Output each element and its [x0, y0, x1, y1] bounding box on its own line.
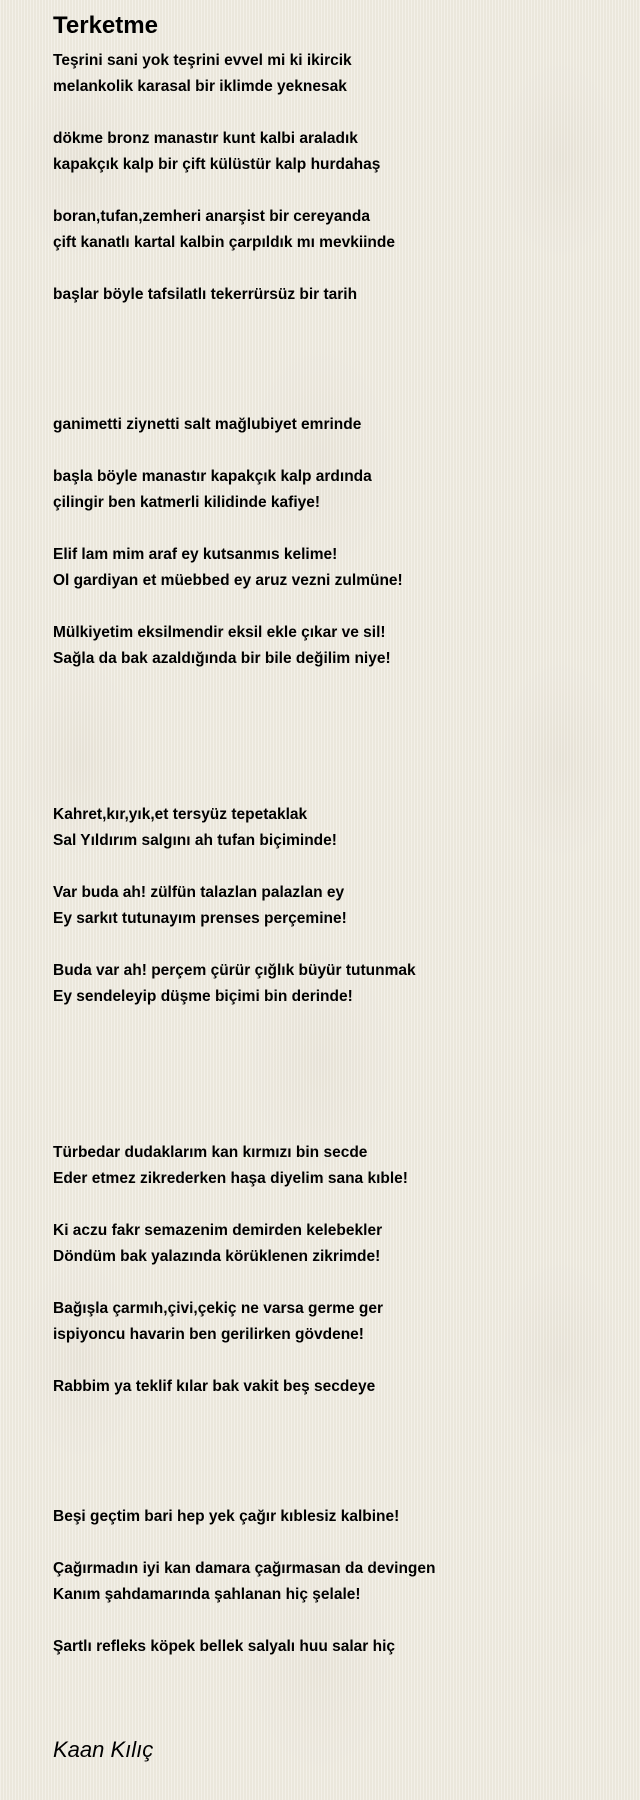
stanza-break	[53, 178, 613, 204]
stanza-break	[53, 854, 613, 880]
poem-line: Ki aczu fakr semazenim demirden kelebekler	[53, 1222, 383, 1239]
poem-line: Bağışla çarmıh,çivi,çekiç ne varsa germe ger	[53, 1300, 383, 1317]
stanza-break	[53, 1010, 613, 1036]
poem-container	[53, 10, 613, 1660]
stanza-break	[53, 100, 613, 126]
poem-line: Ol gardiyan et müebbed ey aruz vezni zulmüne!	[53, 572, 403, 589]
stanza-break	[53, 1608, 613, 1634]
stanza-break	[53, 776, 613, 802]
stanza-break	[53, 516, 613, 542]
poem-line: Ey sarkıt tutunayım prenses perçemine!	[53, 910, 347, 927]
poem-body	[53, 48, 613, 1660]
poem-line: Ey sendeleyip düşme biçimi bin derinde!	[53, 988, 353, 1005]
stanza-break	[53, 932, 613, 958]
poem-line: ganimetti ziynetti salt mağlubiyet emrinde	[53, 416, 362, 433]
poem-line: Kanım şahdamarında şahlanan hiç şelale!	[53, 1586, 361, 1603]
stanza-break	[53, 1062, 613, 1088]
poem-line: ispiyoncu havarin ben gerilirken gövdene!	[53, 1326, 364, 1343]
poem-line: Mülkiyetim eksilmendir eksil ekle çıkar ve sil!	[53, 624, 386, 641]
poem-line: Döndüm bak yalazında körüklenen zikrimde!	[53, 1248, 381, 1265]
poem-line: Şartlı refleks köpek bellek salyalı huu salar hiç	[53, 1638, 396, 1655]
stanza-break	[53, 698, 613, 724]
stanza-break	[53, 1270, 613, 1296]
poem-line: melankolik karasal bir iklimde yeknesak	[53, 78, 347, 95]
stanza-break	[53, 1400, 613, 1426]
stanza-break	[53, 308, 613, 334]
stanza-break	[53, 1478, 613, 1504]
stanza-break	[53, 256, 613, 282]
poem-title: Terketme	[53, 12, 158, 39]
stanza-break	[53, 750, 613, 776]
stanza-break	[53, 1452, 613, 1478]
stanza-break	[53, 1192, 613, 1218]
stanza-break	[53, 672, 613, 698]
stanza-break	[53, 1348, 613, 1374]
poem-line: başlar böyle tafsilatlı tekerrürsüz bir tarih	[53, 286, 358, 303]
stanza-break	[53, 386, 613, 412]
stanza-break	[53, 360, 613, 386]
poem-line: Kahret,kır,yık,et tersyüz tepetaklak	[53, 806, 308, 823]
poem-line: Var buda ah! zülfün talazlan palazlan ey	[53, 884, 345, 901]
poem-author[interactable]: Kaan Kılıç	[53, 1737, 154, 1762]
stanza-break	[53, 1114, 613, 1140]
stanza-break	[53, 1426, 613, 1452]
stanza-break	[53, 1088, 613, 1114]
stanza-break	[53, 1036, 613, 1062]
poem-line: Elif lam mim araf ey kutsanmıs kelime!	[53, 546, 338, 563]
poem-line: boran,tufan,zemheri anarşist bir cereyanda	[53, 208, 370, 225]
poem-line: Buda var ah! perçem çürür çığlık büyür tutunmak	[53, 962, 416, 979]
stanza-break	[53, 334, 613, 360]
poem-line: kapakçık kalp bir çift külüstür kalp hurdahaş	[53, 156, 381, 173]
stanza-break	[53, 594, 613, 620]
poem-line: Çağırmadın iyi kan damara çağırmasan da devingen	[53, 1560, 436, 1577]
poem-line: Türbedar dudaklarım kan kırmızı bin secde	[53, 1144, 368, 1161]
poem-line: Sağla da bak azaldığında bir bile değilim niye!	[53, 650, 391, 667]
poem-line: başla böyle manastır kapakçık kalp ardında	[53, 468, 372, 485]
poem-line: Beşi geçtim bari hep yek çağır kıblesiz kalbine!	[53, 1508, 400, 1525]
poem-line: dökme bronz manastır kunt kalbi araladık	[53, 130, 358, 147]
stanza-break	[53, 438, 613, 464]
stanza-break	[53, 724, 613, 750]
stanza-break	[53, 1530, 613, 1556]
poem-line: Sal Yıldırım salgını ah tufan biçiminde!	[53, 832, 337, 849]
poem-line: Eder etmez zikrederken haşa diyelim sana kıble!	[53, 1170, 408, 1187]
poem-line: çilingir ben katmerli kilidinde kafiye!	[53, 494, 321, 511]
poem-line: çift kanatlı kartal kalbin çarpıldık mı mevkiinde	[53, 234, 395, 251]
poem-line: Teşrini sani yok teşrini evvel mi ki ikircik	[53, 52, 352, 69]
poem-line: Rabbim ya teklif kılar bak vakit beş secdeye	[53, 1378, 376, 1395]
